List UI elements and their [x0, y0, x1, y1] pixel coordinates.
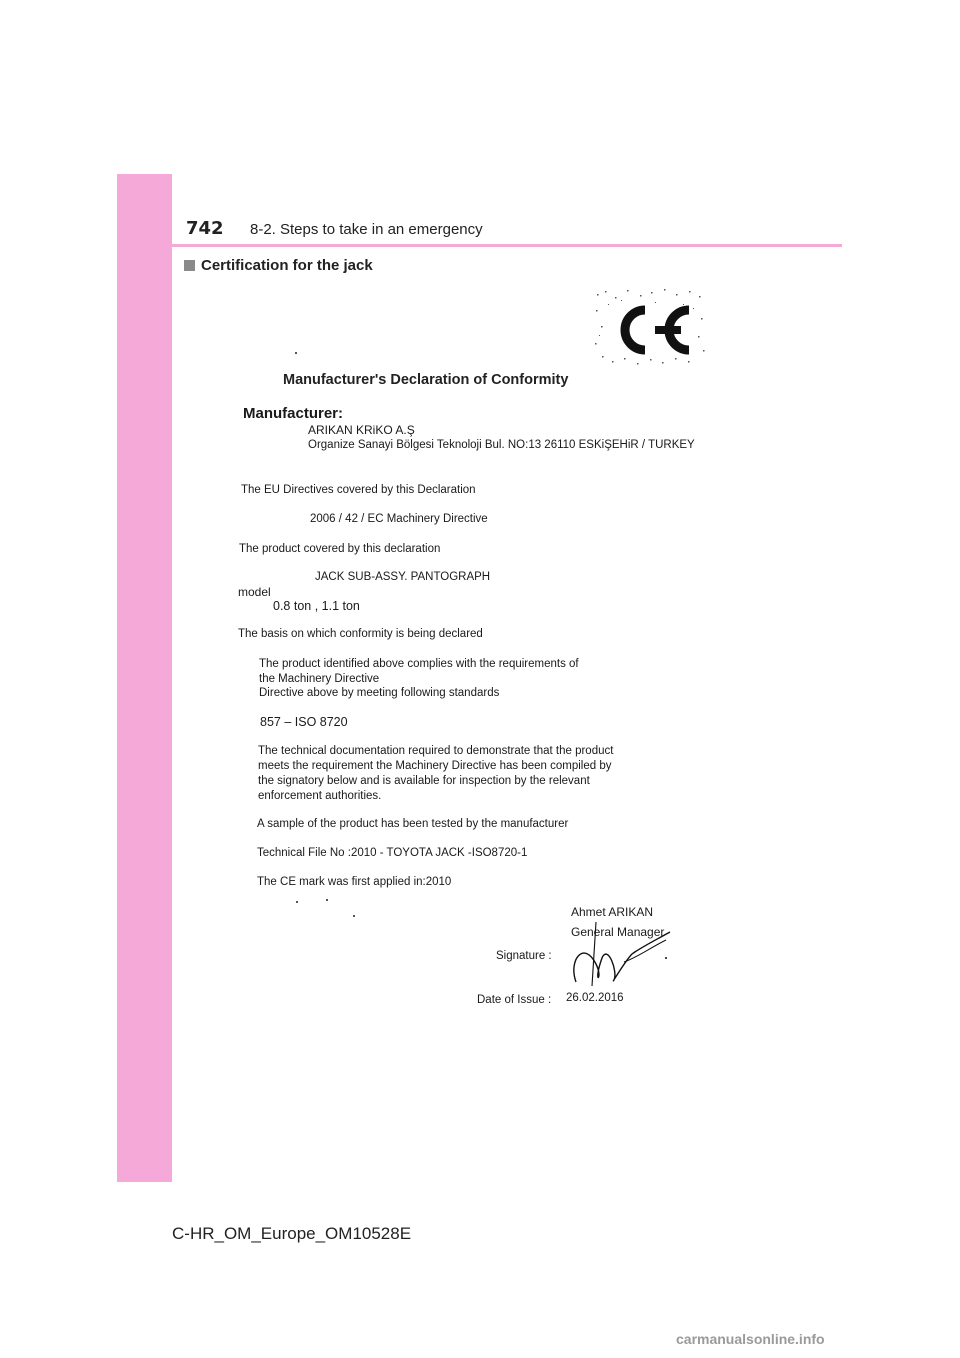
technical-line: the signatory below and is available for inspection by the relevant — [258, 775, 590, 787]
basis-line: the Machinery Directive — [259, 673, 380, 685]
model-values: 0.8 ton , 1.1 ton — [273, 599, 360, 613]
document-code: C-HR_OM_Europe_OM10528E — [172, 1224, 412, 1243]
technical-line: meets the requirement the Machinery Directive has been compiled by — [258, 760, 612, 772]
signatory-title: General Manager — [571, 925, 665, 939]
signature-label: Signature : — [496, 950, 552, 962]
ce-mark-icon — [593, 288, 706, 366]
manufacturer-name: ARIKAN KRiKO A.Ş — [308, 423, 415, 437]
product-label: The product covered by this declaration — [239, 543, 441, 555]
sample-text: A sample of the product has been tested by the manufacturer — [257, 818, 569, 830]
technical-line: enforcement authorities. — [258, 790, 382, 802]
pink-sidebar-tab — [117, 174, 172, 1182]
section-heading-text: Certification for the jack — [201, 257, 373, 274]
speck — [326, 899, 328, 901]
speck — [353, 915, 355, 917]
standards-text: 857 – ISO 8720 — [260, 715, 348, 729]
watermark: carmanualsonline.info — [676, 1331, 825, 1347]
page-number: 742 — [186, 218, 224, 239]
declaration-title: Manufacturer's Declaration of Conformity — [283, 372, 569, 388]
ce-first-applied: The CE mark was first applied in:2010 — [257, 876, 452, 888]
directives-label: The EU Directives covered by this Declaration — [241, 484, 476, 496]
directive-text: 2006 / 42 / EC Machinery Directive — [310, 513, 488, 525]
signature-mark — [562, 920, 677, 990]
technical-file: Technical File No :2010 - TOYOTA JACK -ISO8720-1 — [257, 847, 528, 859]
header-rule — [172, 244, 842, 247]
speck — [295, 352, 297, 354]
basis-line: The product identified above complies with the requirements of — [259, 658, 579, 670]
manufacturer-label: Manufacturer: — [243, 405, 344, 422]
date-label: Date of Issue : — [477, 994, 552, 1006]
square-bullet-icon — [184, 260, 195, 271]
signatory-name: Ahmet ARIKAN — [571, 905, 654, 919]
section-heading — [184, 257, 373, 274]
technical-line: The technical documentation required to demonstrate that the product — [258, 745, 614, 757]
manufacturer-address: Organize Sanayi Bölgesi Teknoloji Bul. NO:13 26110 ESKiŞEHiR / TURKEY — [308, 439, 695, 451]
basis-line: Directive above by meeting following standards — [259, 687, 500, 699]
date-value: 26.02.2016 — [566, 992, 624, 1004]
chapter-title: 8-2. Steps to take in an emergency — [250, 221, 483, 238]
basis-label: The basis on which conformity is being declared — [238, 628, 483, 640]
product-name: JACK SUB-ASSY. PANTOGRAPH — [315, 571, 491, 583]
speck — [296, 901, 298, 903]
model-label: model — [238, 585, 271, 599]
